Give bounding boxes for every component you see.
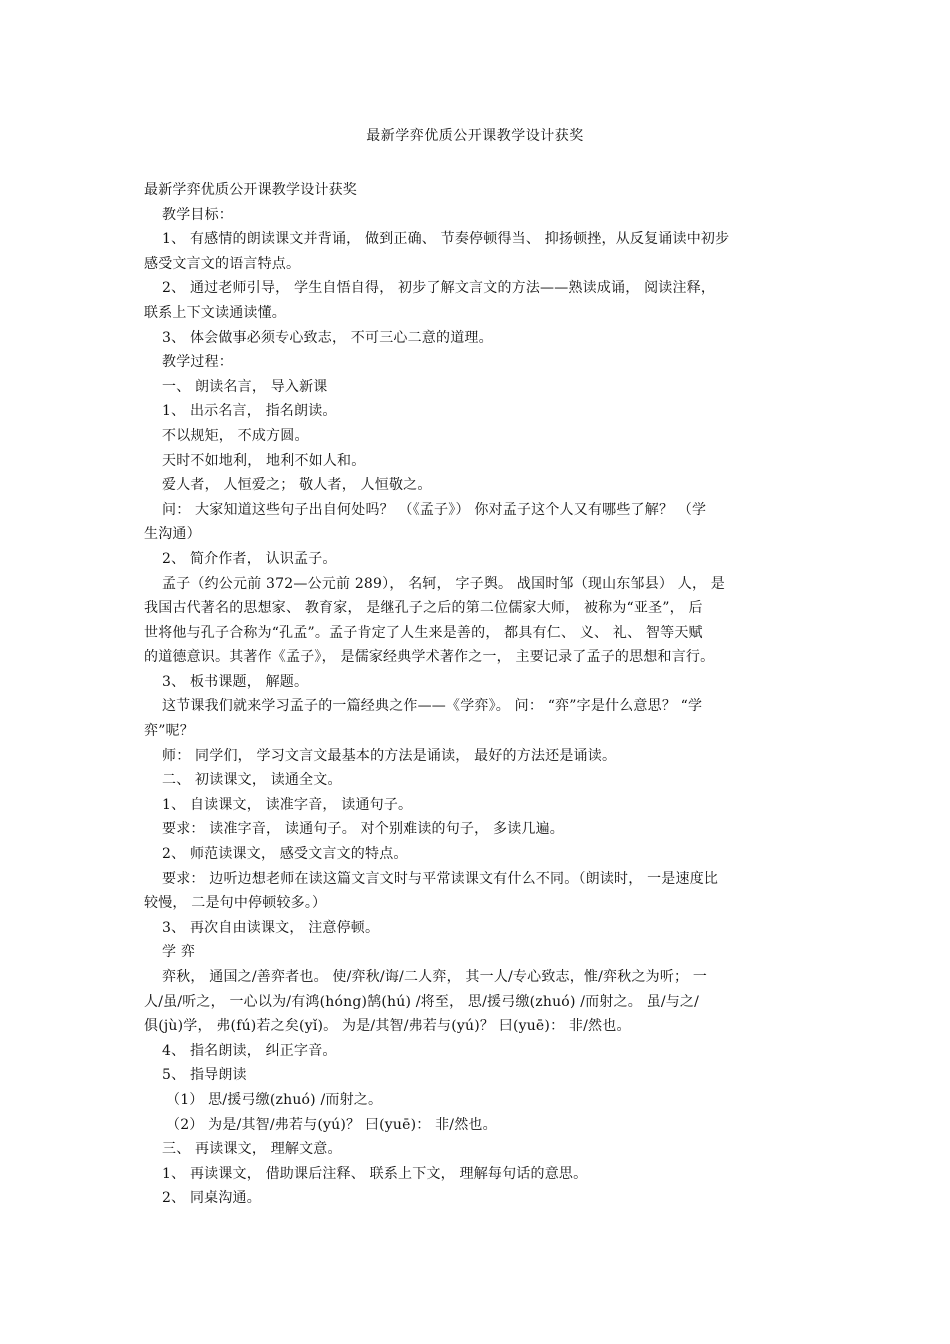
paragraph-line: 一、 朗读名言， 导入新课 bbox=[162, 378, 328, 395]
paragraph-line: 联系上下文读通读懂。 bbox=[144, 304, 286, 321]
document-body bbox=[144, 178, 806, 1211]
paragraph-line: 要求： 读准字音， 读通句子。 对个别难读的句子， 多读几遍。 bbox=[162, 821, 564, 838]
paragraph-line: 3、 板书课题， 解题。 bbox=[162, 673, 309, 690]
paragraph-line: 2、 简介作者， 认识孟子。 bbox=[162, 550, 337, 567]
paragraph-line: 孟子（约公元前 372—公元前 289）， 名轲， 字子舆。 战国时邹（现山东邹县） 人， 是 bbox=[162, 575, 725, 592]
paragraph-line: 最新学弈优质公开课教学设计获奖 bbox=[144, 182, 357, 198]
paragraph-line: 学 弈 bbox=[162, 944, 196, 961]
paragraph-line: 3、 体会做事必须专心致志， 不可三心二意的道理。 bbox=[162, 329, 493, 346]
paragraph-line: 人/虽/听之， 一心以为/有鸿(hóng)鹄(hú) /将至， 思/援弓缴(zhuó) /而射之。 虽/与之/ bbox=[144, 993, 700, 1010]
paragraph-line: （1） 思/援弓缴(zhuó) /而射之。 bbox=[166, 1091, 383, 1108]
paragraph-line: 生沟通） bbox=[144, 526, 201, 543]
paragraph-line: 师： 同学们， 学习文言文最基本的方法是诵读， 最好的方法还是诵读。 bbox=[162, 747, 617, 764]
paragraph-line: 教学目标： bbox=[162, 206, 233, 223]
paragraph-line: 1、 有感情的朗读课文并背诵， 做到正确、 节奏停顿得当、 抑扬顿挫，从反复诵读中初步 bbox=[162, 231, 730, 248]
paragraph-line: 爱人者， 人恒爱之； 敬人者， 人恒敬之。 bbox=[162, 477, 432, 494]
paragraph-line: 3、 再次自由读课文， 注意停顿。 bbox=[162, 919, 380, 936]
paragraph-line: 感受文言文的语言特点。 bbox=[144, 255, 301, 272]
paragraph-line: 1、 出示名言， 指名朗读。 bbox=[162, 403, 337, 420]
document-title: 最新学弈优质公开课教学设计获奖 bbox=[366, 128, 584, 144]
paragraph-line: 要求： 边听边想老师在读这篇文言文时与平常读课文有什么不同。（朗读时， 一是速度比 bbox=[162, 870, 719, 887]
paragraph-line: 这节课我们就来学习孟子的一篇经典之作——《学弈》。 问： “弈”字是什么意思？ “学 bbox=[162, 698, 703, 715]
paragraph-line: 4、 指名朗读， 纠正字音。 bbox=[162, 1042, 337, 1059]
paragraph-line: 我国古代著名的思想家、 教育家， 是继孔子之后的第二位儒家大师， 被称为“亚圣”， 后 bbox=[144, 600, 703, 617]
paragraph-line: 天时不如地利， 地利不如人和。 bbox=[162, 452, 366, 469]
paragraph-line: 不以规矩， 不成方圆。 bbox=[162, 427, 309, 444]
paragraph-line: 2、 通过老师引导， 学生自悟自得， 初步了解文言文的方法——熟读成诵， 阅读注释， bbox=[162, 280, 716, 297]
paragraph-line: 5、 指导朗读 bbox=[162, 1067, 247, 1084]
paragraph-line: 2、 师范读课文， 感受文言文的特点。 bbox=[162, 846, 408, 863]
paragraph-line: 2、 同桌沟通。 bbox=[162, 1190, 261, 1207]
paragraph-line: （2） 为是/其智/弗若与(yú)？ 曰(yuē)： 非/然也。 bbox=[166, 1116, 497, 1133]
paragraph-line: 俱(jù)学， 弗(fú)若之矣(yǐ)。 为是/其智/弗若与(yú)？ 曰(yuē)： 非/然也。 bbox=[144, 1018, 631, 1035]
paragraph-line: 问： 大家知道这些句子出自何处吗？ （《孟子》） 你对孟子这个人又有哪些了解？ （学 bbox=[162, 501, 707, 518]
paragraph-line: 1、 再读课文， 借助课后注释、 联系上下文， 理解每句话的意思。 bbox=[162, 1165, 588, 1182]
paragraph-line: 教学过程： bbox=[162, 354, 233, 371]
paragraph-line: 世将他与孔子合称为“孔孟”。孟子肯定了人生来是善的， 都具有仁、 义、 礼、 智等天赋 bbox=[144, 624, 703, 641]
paragraph-line: 1、 自读课文， 读准字音， 读通句子。 bbox=[162, 796, 413, 813]
paragraph-line: 较慢， 二是句中停顿较多。） bbox=[144, 895, 327, 912]
paragraph-line: 三、 再读课文， 理解文意。 bbox=[162, 1141, 342, 1158]
paragraph-line: 弈秋， 通国之/善弈者也。 使/弈秋/诲/二人弈， 其一人/专心致志，惟/弈秋之为听； 一 bbox=[162, 969, 708, 985]
paragraph-line: 弈”呢？ bbox=[144, 723, 194, 740]
paragraph-line: 二、 初读课文， 读通全文。 bbox=[162, 772, 342, 789]
paragraph-line: 的道德意识。其著作《孟子》， 是儒家经典学术著作之一， 主要记录了孟子的思想和言行。 bbox=[144, 649, 715, 666]
